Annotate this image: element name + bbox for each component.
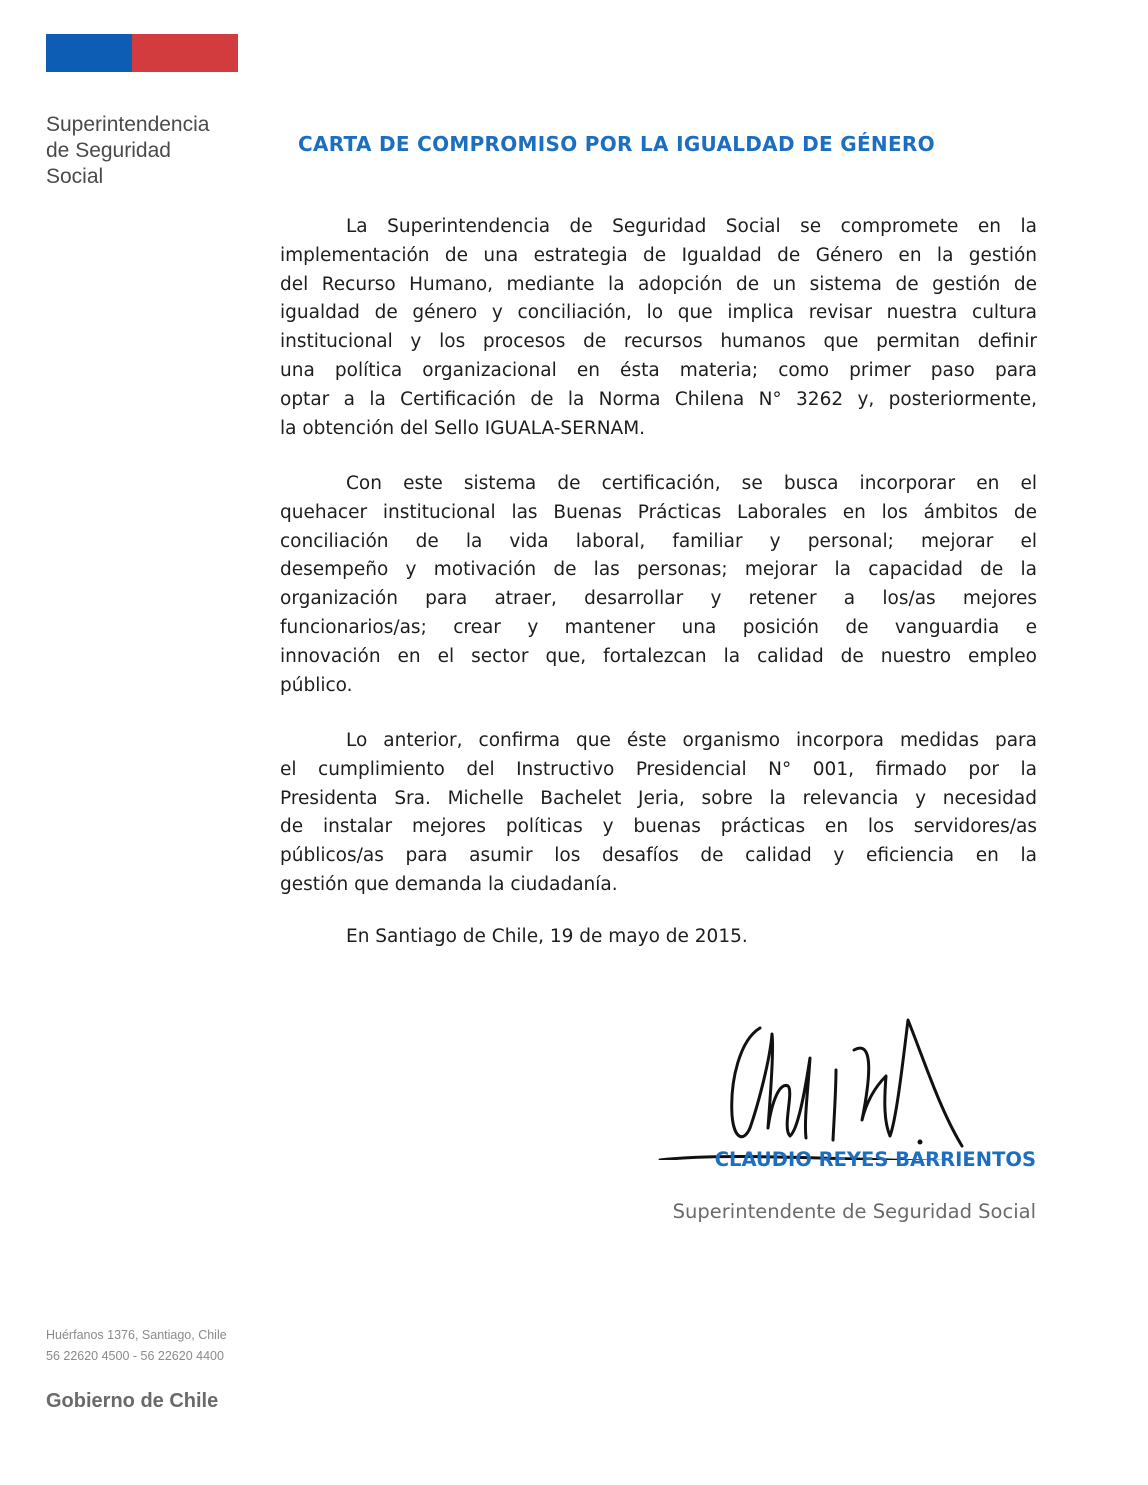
phone-line: 56 22620 4500 - 56 22620 4400 xyxy=(46,1349,224,1363)
text-line: optar a la Certificación de la Norma Chilena N° 3262 y, posteriormente, xyxy=(280,388,1037,410)
text-line: desempeño y motivación de las personas; mejorar la capacidad de la xyxy=(280,559,1037,581)
text-line: conciliación de la vida laboral, familiar y personal; mejorar el xyxy=(280,530,1037,552)
text-line: gestión que demanda la ciudadanía. xyxy=(280,873,618,895)
text-line: implementación de una estrategia de Igualdad de Género en la gestión xyxy=(280,244,1037,266)
footer-address xyxy=(46,1325,227,1367)
text-line: públicos/as para asumir los desafíos de calidad y eficiencia en la xyxy=(280,845,1037,867)
paragraph-3 xyxy=(280,727,1037,900)
flag-blue-band xyxy=(46,34,132,72)
date-line: En Santiago de Chile, 19 de mayo de 2015. xyxy=(346,926,748,947)
government-label: Gobierno de Chile xyxy=(46,1390,219,1412)
text-line: de instalar mejores políticas y buenas prácticas en los servidores/as xyxy=(280,816,1037,838)
org-name-line: de Seguridad xyxy=(46,139,171,162)
handwritten-signature xyxy=(640,1010,980,1160)
government-flag-logo xyxy=(46,34,238,72)
text-line: organización para atraer, desarrollar y retener a los/as mejores xyxy=(280,588,1037,610)
text-line: innovación en el sector que, fortalezcan la calidad de nuestro empleo xyxy=(280,645,1037,667)
org-name-line: Superintendencia xyxy=(46,113,210,136)
text-line: Lo anterior, confirma que éste organismo incorpora medidas para xyxy=(346,730,1037,751)
text-line: el cumplimiento del Instructivo Presidencial N° 001, firmado por la xyxy=(280,758,1037,780)
signer-role: Superintendente de Seguridad Social xyxy=(672,1200,1036,1223)
paragraph-2 xyxy=(280,470,1037,700)
flag-red-band xyxy=(132,34,238,72)
address-line: Huérfanos 1376, Santiago, Chile xyxy=(46,1328,227,1342)
text-line: del Recurso Humano, mediante la adopción de un sistema de gestión de xyxy=(280,273,1037,295)
text-line: público. xyxy=(280,674,353,696)
document-title: CARTA DE COMPROMISO POR LA IGUALDAD DE GÉNERO xyxy=(298,132,935,156)
text-line: igualdad de género y conciliación, lo que implica revisar nuestra cultura xyxy=(280,302,1037,324)
text-line: quehacer institucional las Buenas Prácticas Laborales en los ámbitos de xyxy=(280,501,1037,523)
organization-name xyxy=(46,112,209,190)
text-line: institucional y los procesos de recursos humanos que permitan definir xyxy=(280,331,1037,353)
paragraph-1 xyxy=(280,213,1037,443)
text-line: Presidenta Sra. Michelle Bachelet Jeria, sobre la relevancia y necesidad xyxy=(280,787,1037,809)
org-name-line: Social xyxy=(46,165,104,188)
text-line: una política organizacional en ésta materia; como primer paso para xyxy=(280,359,1037,381)
text-line: Con este sistema de certificación, se busca incorporar en el xyxy=(346,473,1037,494)
text-line: la obtención del Sello IGUALA-SERNAM. xyxy=(280,417,646,439)
text-line: funcionarios/as; crear y mantener una posición de vanguardia e xyxy=(280,616,1037,638)
text-line: La Superintendencia de Seguridad Social se compromete en la xyxy=(346,216,1037,237)
signer-name: CLAUDIO REYES BARRIENTOS xyxy=(714,1148,1036,1171)
